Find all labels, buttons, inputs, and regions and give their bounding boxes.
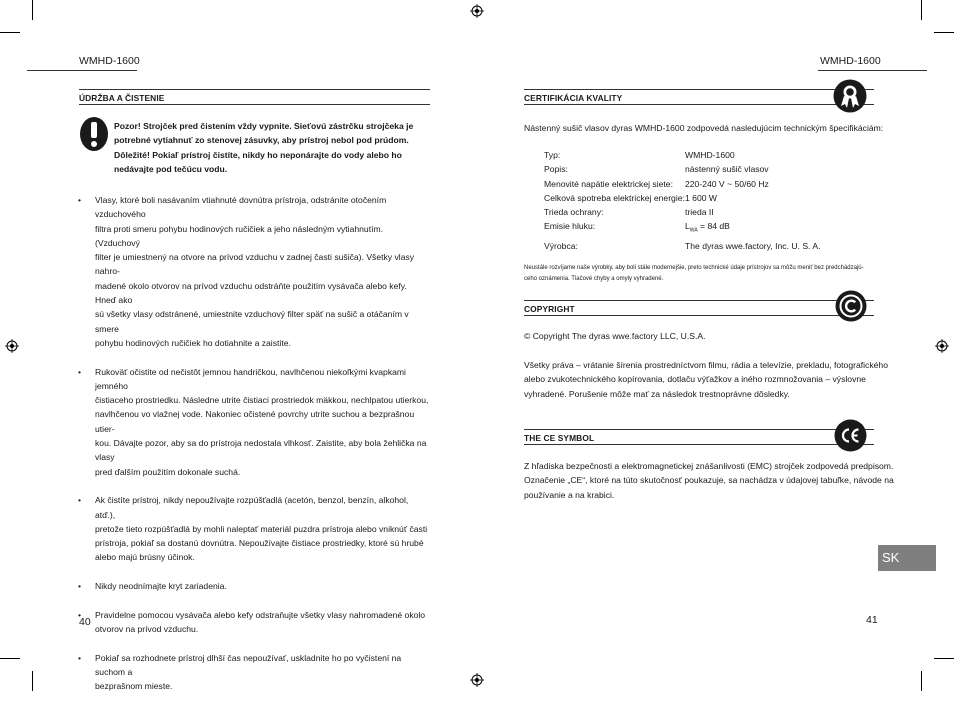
spec-value-main: L — [685, 221, 690, 232]
header-rule-left — [27, 70, 137, 71]
bullet-marker: • — [78, 495, 82, 506]
list-line: navlhčenou vo vlažnej vode. Nakoniec očistené povrchy utrite suchou a bezprašnou utier- — [95, 409, 415, 434]
spec-row — [544, 148, 820, 162]
paragraph-line: používanie a na krabici. — [524, 489, 615, 500]
bullet-marker: • — [78, 609, 82, 620]
list-item — [78, 579, 430, 593]
crop-mark — [0, 658, 20, 659]
page-number-right: 41 — [866, 614, 878, 626]
registration-mark-icon — [935, 339, 949, 353]
cert-note — [524, 263, 884, 285]
list-line: pred ďalším použitím dokonale suchá. — [95, 466, 241, 477]
warning-line: nedávajte pod tečúcu vodu. — [114, 163, 228, 174]
spec-row — [544, 191, 820, 205]
quality-rosette-icon — [833, 79, 867, 113]
paragraph-line: alebo zvukotechnického kopírovania, dotlaču výťažkov a iného rozmnožovania – výslovne — [524, 374, 866, 385]
section-title-certification: CERTIFIKÁCIA KVALITY — [524, 93, 623, 103]
list-line: Nikdy neodnímajte kryt zariadenia. — [95, 581, 227, 592]
spec-label: Výrobca: — [544, 240, 578, 251]
ce-mark-icon — [834, 419, 867, 452]
paragraph-line: Z hľadiska bezpečnosti a elektromagnetickej znášanlivosti (EMC) strojček zodpovedá predpisom. — [524, 461, 894, 471]
paragraph-line: Všetky práva – vrátanie šírenia prostredníctvom filmu, rádia a televízie, prekladu, fotografického — [524, 360, 888, 370]
spec-row — [544, 162, 820, 176]
registration-mark-icon — [470, 4, 484, 18]
spec-label: Trieda ochrany: — [544, 207, 604, 218]
copyright-line: © Copyright The dyras wwe.factory LLC, U.S.A. — [524, 331, 706, 341]
bullet-marker: • — [78, 652, 82, 663]
spec-label: Emisie hluku: — [544, 221, 596, 232]
header-rule-right — [818, 70, 927, 71]
copyright-icon — [835, 290, 867, 322]
spec-value: WMHD-1600 — [685, 150, 735, 160]
header-model-left: WMHD-1600 — [79, 55, 140, 67]
spec-value-subscript: WA — [689, 228, 698, 235]
section-rule — [524, 300, 874, 301]
list-line: kou. Dávajte pozor, aby sa do prístroja nedostala vlhkosť. Zaistite, aby bola žehlička na vlasy — [95, 438, 427, 463]
warning-line: potrebné vytiahnuť zo stenovej zásuvky, aby prístroj nebol pod prúdom. — [114, 135, 409, 146]
language-tab: SK — [878, 545, 936, 571]
list-line: sú všetky vlasy odstránené, umiestnite vzduchový filter späť na sušič a otáčaním v smere — [95, 309, 409, 334]
list-item — [78, 608, 430, 637]
warning-line: Dôležité! Pokiaľ prístroj čistíte, nikdy ho neponárajte do vody alebo ho — [114, 149, 402, 160]
warning-text — [114, 119, 434, 176]
section-title-maintenance: ÚDRŽBA A ČISTENIE — [79, 93, 165, 103]
list-item — [78, 193, 430, 350]
paragraph-line: vyhradené. Porušenie môže mať za následok trestnoprávne dôsledky. — [524, 388, 790, 399]
list-line: Rukoväť očistite od nečistôt jemnou handričkou, navlhčenou niekoľkými kvapkami jemného — [95, 366, 406, 391]
spec-label: Popis: — [544, 164, 568, 175]
ce-paragraph — [524, 459, 894, 502]
section-title-copyright: COPYRIGHT — [524, 304, 575, 314]
spec-row — [544, 239, 820, 253]
spec-label: Typ: — [544, 150, 561, 160]
maintenance-bullet-list — [78, 193, 430, 708]
spec-value: 1 600 W — [685, 192, 718, 203]
list-line: Ak čistíte prístroj, nikdy nepoužívajte rozpúšťadlá (acetón, benzol, benzín, alkohol, atď.), — [95, 495, 409, 520]
list-item — [78, 651, 430, 694]
section-rule — [524, 315, 874, 316]
paragraph-line: Označenie „CE“, ktoré na túto skutočnosť poukazuje, sa nachádza v údajovej tabuľke, návode na — [524, 475, 894, 486]
spec-value-rest: = 84 dB — [697, 221, 730, 232]
spec-value: nástenný sušič vlasov — [685, 164, 769, 175]
spec-value: 220-240 V ~ 50/60 Hz — [685, 178, 769, 189]
crop-mark — [934, 658, 954, 659]
header-model-right: WMHD-1600 — [820, 55, 881, 67]
registration-mark-icon — [5, 339, 19, 353]
list-line: filtra proti smeru pohybu hodinových ručičiek a jeho následným vytiahnutím. (Vzduchový — [95, 223, 384, 248]
list-line: Vlasy, ktoré boli nasávaním vtiahnuté dovnútra prístroja, odstránite otočením vzduchového — [95, 195, 387, 220]
spec-row — [544, 205, 820, 219]
note-line: Neustále rozvíjame naše výrobky, aby boli stále modernejšie, preto technické údaje prístrojov sa môžu meniť bez predchádzajú- — [524, 265, 864, 271]
section-rule — [524, 429, 874, 430]
bullet-marker: • — [78, 366, 82, 377]
list-item — [78, 493, 430, 564]
list-line: Pravidelne pomocou vysávača alebo kefy odstraňujte všetky vlasy nahromadené okolo — [95, 609, 426, 620]
spec-row — [544, 219, 820, 238]
crop-mark — [32, 0, 33, 20]
list-line: pohybu hodinových ručičiek ho dotiahnite a zaistite. — [95, 337, 291, 348]
section-rule — [524, 444, 874, 445]
section-rule — [524, 104, 874, 105]
spec-label: Celková spotreba elektrickej energie: — [544, 192, 685, 203]
list-line: bezprašnom mieste. — [95, 681, 173, 692]
page-number-left: 40 — [79, 616, 91, 628]
copyright-paragraph — [524, 358, 894, 401]
note-line: ceho oznámenia. Tlačové chyby a omyly vyhradené. — [524, 276, 664, 282]
crop-mark — [921, 0, 922, 20]
spec-label: Menovité napätie elektrickej siete: — [544, 178, 673, 189]
list-line: pretože tieto rozpúšťadlá by mohli naleptať materiál puzdra prístroja alebo vniknúť časti — [95, 523, 428, 534]
bullet-marker: • — [78, 195, 82, 205]
crop-mark — [934, 32, 954, 33]
list-line: alebo majú brúsny účinok. — [95, 552, 195, 563]
crop-mark — [0, 32, 20, 33]
section-title-ce: THE CE SYMBOL — [524, 433, 595, 443]
spec-value — [685, 219, 730, 238]
warning-line: Pozor! Strojček pred čistením vždy vypnite. Sieťovú zástrčku strojčeka je — [114, 121, 414, 131]
list-line: otvorov na prívod vzduchu. — [95, 623, 199, 634]
spec-table — [544, 148, 820, 253]
list-line: Pokiaľ sa rozhodnete prístroj dlhší čas nepoužívať, uskladnite ho po vyčistení na suchom a — [95, 652, 402, 677]
list-line: prístroja, pokiaľ sa dostanú dovnútra. Nepoužívajte čistiace prostriedky, ktoré sú hrubé — [95, 538, 424, 549]
registration-mark-icon — [470, 673, 484, 687]
list-line: filter je umiestnený na otvore na prívod vzduchu v zadnej časti sušiča). Všetky vlasy nahro- — [95, 252, 415, 277]
cert-intro: Nástenný sušič vlasov dyras WMHD-1600 zodpovedá nasledujúcim technickým špecifikáciám: — [524, 123, 884, 133]
crop-mark — [921, 671, 922, 691]
bullet-marker: • — [78, 581, 82, 592]
section-rule — [79, 89, 430, 90]
list-line: čistiaceho prostriedku. Následne utrite čistiaci prostriedok mäkkou, nechlpatou utierkou, — [95, 395, 429, 406]
list-item — [78, 365, 430, 479]
crop-mark — [32, 671, 33, 691]
section-rule — [79, 104, 430, 105]
spec-row — [544, 177, 820, 191]
list-line: madené okolo otvorov na prívod vzduchu odstráňte použitím vysávača alebo kefy. Hneď ako — [95, 280, 407, 306]
spec-value: The dyras wwe.factory, Inc. U. S. A. — [685, 240, 821, 251]
exclamation-icon — [79, 116, 109, 152]
section-rule — [524, 89, 874, 90]
spec-value: trieda II — [685, 207, 714, 218]
